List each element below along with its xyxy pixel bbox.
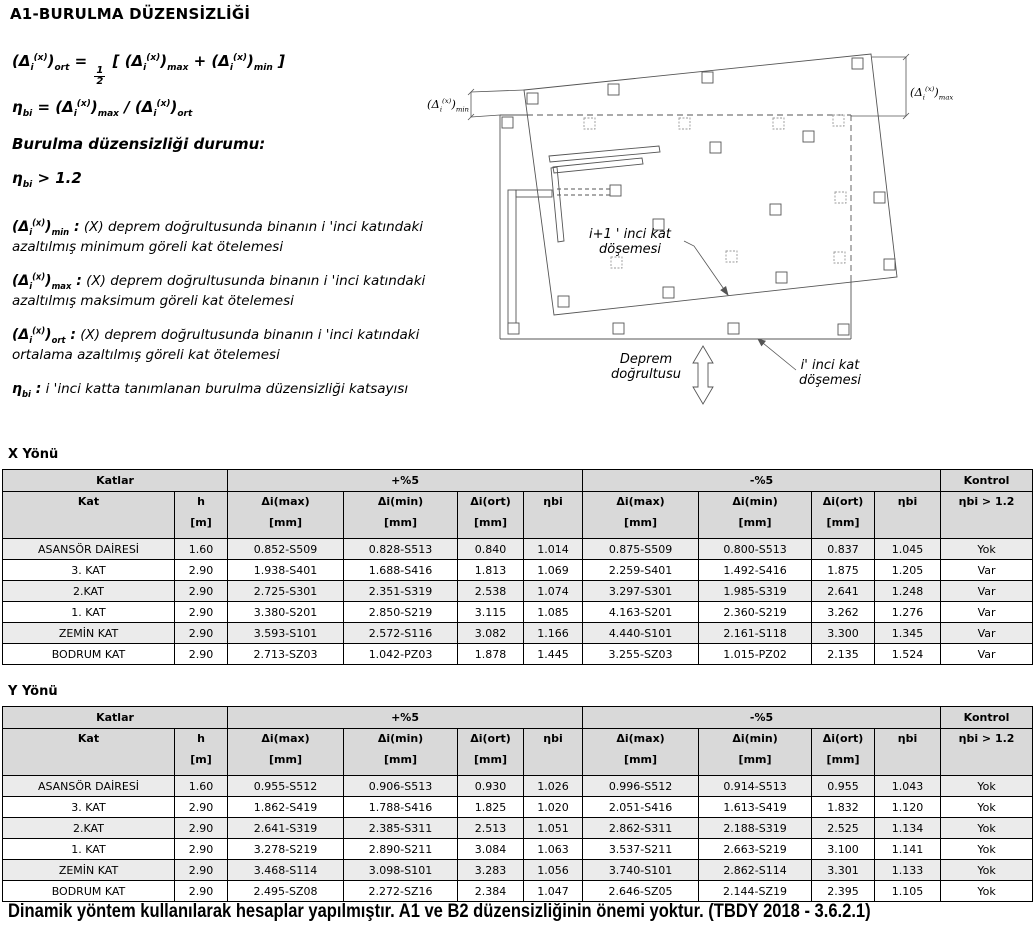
header-cell xyxy=(812,492,875,539)
header-unit: [mm] xyxy=(384,516,417,529)
table-cell: 1.345 xyxy=(875,623,941,644)
table-cell: ZEMİN KAT xyxy=(3,860,175,881)
table-cell: 1.014 xyxy=(524,539,583,560)
table-cell: ASANSÖR DAİRESİ xyxy=(3,776,175,797)
header-label: ηbi xyxy=(543,495,563,508)
header-label: Δi(min) xyxy=(377,732,424,745)
table-row xyxy=(3,581,1033,602)
table-cell: 1.878 xyxy=(458,644,524,665)
lower-slab-label-line2: döşemesi xyxy=(798,373,862,388)
header-group-cell: Kontrol xyxy=(941,707,1033,729)
table-row xyxy=(3,644,1033,665)
header-label: ηbi > 1.2 xyxy=(958,732,1015,745)
table-cell: 2.188-S319 xyxy=(699,818,812,839)
table-cell: 1.445 xyxy=(524,644,583,665)
table-cell: 1.045 xyxy=(875,539,941,560)
table-cell: 1.042-PZ03 xyxy=(344,644,458,665)
table-cell: 1.825 xyxy=(458,797,524,818)
table-cell: 1.085 xyxy=(524,602,583,623)
table-cell: 1.60 xyxy=(175,539,228,560)
definition-eta-bi: $\eta_{bi}$ : i 'inci katta tanımlanan burulma düzensizliği katsayısı xyxy=(12,381,409,399)
table-cell: 1.985-S319 xyxy=(699,581,812,602)
table-cell: 2.KAT xyxy=(3,581,175,602)
table-cell: 2.259-S401 xyxy=(583,560,699,581)
table-cell: Yok xyxy=(941,860,1033,881)
table-cell: 2.360-S219 xyxy=(699,602,812,623)
table-cell: 1.205 xyxy=(875,560,941,581)
table-cell: Var xyxy=(941,560,1033,581)
header-cell xyxy=(699,729,812,776)
table-cell: 0.996-S512 xyxy=(583,776,699,797)
table-cell: 2.90 xyxy=(175,860,228,881)
table-cell: 3.380-S201 xyxy=(228,602,344,623)
earthquake-direction-line1: Deprem xyxy=(619,352,673,367)
header-label: Kat xyxy=(77,495,100,508)
table-cell: 1.133 xyxy=(875,860,941,881)
y-direction-table xyxy=(2,706,1033,902)
table-cell: 3.593-S101 xyxy=(228,623,344,644)
header-group-cell: Katlar xyxy=(3,470,228,492)
table-cell: 3.262 xyxy=(812,602,875,623)
table-cell: 1.166 xyxy=(524,623,583,644)
table-cell: 1.141 xyxy=(875,839,941,860)
table-cell: 3.740-S101 xyxy=(583,860,699,881)
footer-note: Dinamik yöntem kullanılarak hesaplar yapılmıştır. A1 ve B2 düzensizliğinin önemi yoktur. (TBDY 2018 - 3.6.2.1) xyxy=(8,901,871,922)
table-cell: 0.840 xyxy=(458,539,524,560)
table-cell: 2.272-SZ16 xyxy=(344,881,458,902)
table-cell: 1.074 xyxy=(524,581,583,602)
symbol-definitions xyxy=(12,218,432,415)
header-cell xyxy=(524,729,583,776)
table-cell: 0.828-S513 xyxy=(344,539,458,560)
header-label: h xyxy=(197,495,205,508)
header-label: h xyxy=(197,732,205,745)
table-cell: 2.495-SZ08 xyxy=(228,881,344,902)
torsion-coefficient-formula: $\eta_{bi} = (\Delta_i^{(x)})_{max} / (\Delta_i^{(x)})_{ort}$ xyxy=(12,98,193,119)
table-cell: 1.524 xyxy=(875,644,941,665)
header-cell xyxy=(583,492,699,539)
table-cell: 3.098-S101 xyxy=(344,860,458,881)
table-cell: 2.90 xyxy=(175,602,228,623)
definition-delta-min: $(\Delta_i^{(x)})_{min}$ : (X) deprem doğrultusunda binanın i 'inci katındaki azaltılmış minimum göreli kat ötelemesi xyxy=(12,217,424,255)
table-cell: 1.832 xyxy=(812,797,875,818)
table-cell: 1.043 xyxy=(875,776,941,797)
table-cell: Var xyxy=(941,581,1033,602)
table-cell: ZEMİN KAT xyxy=(3,623,175,644)
header-unit: [m] xyxy=(190,516,212,529)
table-cell: 4.440-S101 xyxy=(583,623,699,644)
table-cell: 3.278-S219 xyxy=(228,839,344,860)
table-cell: 1.60 xyxy=(175,776,228,797)
table-cell: 2.90 xyxy=(175,644,228,665)
table-row xyxy=(3,539,1033,560)
table-cell: Var xyxy=(941,644,1033,665)
table-cell: 1.134 xyxy=(875,818,941,839)
header-label: Δi(min) xyxy=(732,732,778,745)
table-cell: 2.90 xyxy=(175,560,228,581)
table-cell: 3.100 xyxy=(812,839,875,860)
torsion-plan-diagram xyxy=(425,0,1034,445)
table-cell: 2.862-S311 xyxy=(583,818,699,839)
table-cell: BODRUM KAT xyxy=(3,644,175,665)
table-cell: Yok xyxy=(941,839,1033,860)
table-cell: 2.395 xyxy=(812,881,875,902)
table-cell: 3.283 xyxy=(458,860,524,881)
table-cell: Yok xyxy=(941,539,1033,560)
table-cell: 3.537-S211 xyxy=(583,839,699,860)
header-label: ηbi > 1.2 xyxy=(958,495,1015,508)
plan-drawing xyxy=(425,0,1034,445)
table-cell: 3. KAT xyxy=(3,797,175,818)
header-group-cell: Katlar xyxy=(3,707,228,729)
header-label: Δi(ort) xyxy=(470,732,511,745)
table-cell: 1.015-PZ02 xyxy=(699,644,812,665)
header-unit: [mm] xyxy=(826,516,860,529)
header-cell xyxy=(344,492,458,539)
table-cell: Yok xyxy=(941,881,1033,902)
table-cell: 2.646-SZ05 xyxy=(583,881,699,902)
irregularity-condition: $\eta_{bi} > 1.2$ xyxy=(12,169,82,190)
table-cell: 1.248 xyxy=(875,581,941,602)
table-row xyxy=(3,881,1033,902)
table-row xyxy=(3,860,1033,881)
table-cell: 0.906-S513 xyxy=(344,776,458,797)
header-label: Δi(ort) xyxy=(822,495,864,508)
lower-slab-label-line1: i' inci kat xyxy=(800,358,860,373)
table-cell: 2.90 xyxy=(175,881,228,902)
table-row xyxy=(3,776,1033,797)
table-cell: Yok xyxy=(941,818,1033,839)
header-cell xyxy=(524,492,583,539)
table-cell: 3.255-SZ03 xyxy=(583,644,699,665)
upper-slab-label-line1: i+1 ' inci kat xyxy=(589,227,671,242)
header-label: Δi(ort) xyxy=(470,495,511,508)
definition-delta-max: $(\Delta_i^{(x)})_{max}$ : (X) deprem doğrultusunda binanın i 'inci katındaki azaltılmış maksimum göreli kat ötelemesi xyxy=(12,271,426,309)
upper-slab xyxy=(524,54,897,315)
table-cell: Yok xyxy=(941,776,1033,797)
table-cell: 3. KAT xyxy=(3,560,175,581)
table-cell: 2.144-SZ19 xyxy=(699,881,812,902)
header-cell xyxy=(458,729,524,776)
table-cell: 3.297-S301 xyxy=(583,581,699,602)
table-row xyxy=(3,797,1033,818)
table-cell: 1.105 xyxy=(875,881,941,902)
header-cell xyxy=(3,729,175,776)
table-cell: Var xyxy=(941,602,1033,623)
table-cell: 2.385-S311 xyxy=(344,818,458,839)
table-cell: 2.90 xyxy=(175,581,228,602)
header-cell xyxy=(175,492,228,539)
table-cell: 1.120 xyxy=(875,797,941,818)
max-drift-label: $(\Delta_i^{(x)})_{max}$ xyxy=(910,85,954,102)
lower-slab-label xyxy=(768,358,892,388)
header-cell xyxy=(458,492,524,539)
table-cell: 2.890-S211 xyxy=(344,839,458,860)
header-unit: [mm] xyxy=(826,753,860,766)
table-cell: Yok xyxy=(941,797,1033,818)
table-cell: 2.641 xyxy=(812,581,875,602)
table-row xyxy=(3,623,1033,644)
header-unit: [mm] xyxy=(474,753,507,766)
table-cell: 2.641-S319 xyxy=(228,818,344,839)
table-cell: 3.082 xyxy=(458,623,524,644)
header-cell xyxy=(175,729,228,776)
table-cell: 2.850-S219 xyxy=(344,602,458,623)
table-cell: Var xyxy=(941,623,1033,644)
header-group-cell: +%5 xyxy=(228,707,583,729)
table-cell: 1.047 xyxy=(524,881,583,902)
table-cell: 1.069 xyxy=(524,560,583,581)
table-cell: 0.875-S509 xyxy=(583,539,699,560)
table-cell: 2.725-S301 xyxy=(228,581,344,602)
table-cell: 2.663-S219 xyxy=(699,839,812,860)
table-cell: 1.051 xyxy=(524,818,583,839)
table-cell: 3.301 xyxy=(812,860,875,881)
earthquake-direction-label xyxy=(586,352,706,382)
header-cell xyxy=(228,729,344,776)
table-cell: 2.538 xyxy=(458,581,524,602)
header-label: Δi(min) xyxy=(377,495,424,508)
header-cell xyxy=(699,492,812,539)
header-cell xyxy=(875,492,941,539)
column-squares xyxy=(502,58,895,335)
header-unit: [mm] xyxy=(474,516,507,529)
header-label: Δi(max) xyxy=(616,495,665,508)
header-cell xyxy=(583,729,699,776)
table-cell: 1.063 xyxy=(524,839,583,860)
table-cell: 1.788-S416 xyxy=(344,797,458,818)
table-cell: 0.852-S509 xyxy=(228,539,344,560)
table-cell: 1.613-S419 xyxy=(699,797,812,818)
table-cell: 1.056 xyxy=(524,860,583,881)
table-cell: 2.525 xyxy=(812,818,875,839)
table-cell: 1.862-S419 xyxy=(228,797,344,818)
table-cell: 2.051-S416 xyxy=(583,797,699,818)
header-label: ηbi xyxy=(897,495,918,508)
header-group-cell: Kontrol xyxy=(941,470,1033,492)
header-unit: [mm] xyxy=(269,753,302,766)
table-cell: 2.90 xyxy=(175,839,228,860)
header-group-cell: -%5 xyxy=(583,470,941,492)
average-drift-formula: $(\Delta_i^{(x)})_{ort}$ = $\frac{1}{2}$ [ $(\Delta_i^{(x)})_{max} + (\Delta_i^{(x)})_{min}$ ] xyxy=(12,52,285,87)
table-cell: 1.813 xyxy=(458,560,524,581)
header-cell xyxy=(941,492,1033,539)
header-cell xyxy=(228,492,344,539)
table-cell: 2.513 xyxy=(458,818,524,839)
header-unit: [mm] xyxy=(624,753,658,766)
table-cell: 2.161-S118 xyxy=(699,623,812,644)
table-cell: 0.930 xyxy=(458,776,524,797)
table-cell: 3.115 xyxy=(458,602,524,623)
header-unit: [mm] xyxy=(384,753,417,766)
header-cell xyxy=(344,729,458,776)
table-cell: 1. KAT xyxy=(3,602,175,623)
header-label: Δi(min) xyxy=(732,495,778,508)
table-cell: 1.875 xyxy=(812,560,875,581)
header-cell xyxy=(875,729,941,776)
header-cell xyxy=(941,729,1033,776)
table-cell: 0.800-S513 xyxy=(699,539,812,560)
upper-slab-label-line2: döşemesi xyxy=(598,242,662,257)
irregularity-condition-title: Burulma düzensizliği durumu: xyxy=(12,135,266,153)
table-row xyxy=(3,560,1033,581)
table-cell: BODRUM KAT xyxy=(3,881,175,902)
table-cell: 2.713-SZ03 xyxy=(228,644,344,665)
header-unit: [mm] xyxy=(738,516,772,529)
table-cell: 2.351-S319 xyxy=(344,581,458,602)
table-cell: 2.572-S116 xyxy=(344,623,458,644)
min-drift-label: $(\Delta_i^{(x)})_{min}$ xyxy=(427,97,469,114)
table-cell: 1. KAT xyxy=(3,839,175,860)
header-unit: [mm] xyxy=(738,753,772,766)
table-cell: 1.020 xyxy=(524,797,583,818)
definition-delta-ort: $(\Delta_i^{(x)})_{ort}$ : (X) deprem doğrultusunda binanın i 'inci katındaki ortalama azaltılmış göreli kat ötelemesi xyxy=(12,325,420,363)
header-label: ηbi xyxy=(897,732,918,745)
table-cell: 2.384 xyxy=(458,881,524,902)
earthquake-direction-line2: doğrultusu xyxy=(610,367,681,382)
table-row xyxy=(3,839,1033,860)
table-cell: 1.938-S401 xyxy=(228,560,344,581)
table-cell: 2.KAT xyxy=(3,818,175,839)
table-cell: 2.862-S114 xyxy=(699,860,812,881)
header-label: Δi(max) xyxy=(261,495,310,508)
table-cell: 0.955 xyxy=(812,776,875,797)
table-cell: 1.688-S416 xyxy=(344,560,458,581)
table-cell: 1.492-S416 xyxy=(699,560,812,581)
table-cell: 3.084 xyxy=(458,839,524,860)
table-cell: 3.300 xyxy=(812,623,875,644)
table-cell: 2.90 xyxy=(175,797,228,818)
header-group-cell: +%5 xyxy=(228,470,583,492)
table-cell: ASANSÖR DAİRESİ xyxy=(3,539,175,560)
header-unit: [mm] xyxy=(624,516,658,529)
page-title: A1-BURULMA DÜZENSİZLİĞİ xyxy=(10,5,251,23)
header-group-cell: -%5 xyxy=(583,707,941,729)
table-cell: 2.90 xyxy=(175,623,228,644)
header-unit: [m] xyxy=(190,753,212,766)
table-cell: 3.468-S114 xyxy=(228,860,344,881)
table-cell: 0.837 xyxy=(812,539,875,560)
header-label: Δi(ort) xyxy=(822,732,864,745)
header-unit: [mm] xyxy=(269,516,302,529)
table-row xyxy=(3,602,1033,623)
table-cell: 2.90 xyxy=(175,818,228,839)
table-cell: 4.163-S201 xyxy=(583,602,699,623)
header-label: Kat xyxy=(77,732,100,745)
table-cell: 0.955-S512 xyxy=(228,776,344,797)
header-cell xyxy=(812,729,875,776)
header-label: ηbi xyxy=(543,732,563,745)
header-label: Δi(max) xyxy=(616,732,665,745)
table-cell: 0.914-S513 xyxy=(699,776,812,797)
table-cell: 2.135 xyxy=(812,644,875,665)
header-cell xyxy=(3,492,175,539)
table-cell: 1.276 xyxy=(875,602,941,623)
x-direction-section-title: X Yönü xyxy=(8,447,59,462)
y-direction-section-title: Y Yönü xyxy=(8,684,58,699)
header-label: Δi(max) xyxy=(261,732,310,745)
x-direction-table xyxy=(2,469,1033,665)
upper-slab-label xyxy=(568,227,692,257)
table-cell: 1.026 xyxy=(524,776,583,797)
table-row xyxy=(3,818,1033,839)
